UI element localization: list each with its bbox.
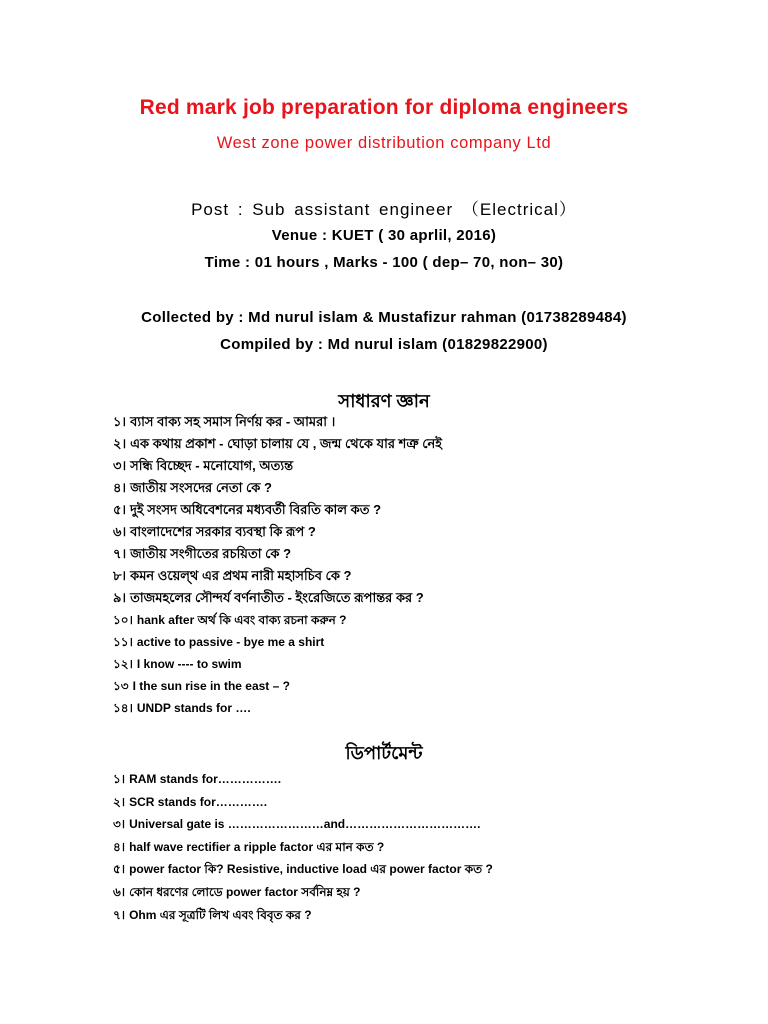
question-item: ৫। power factor কি? Resistive, inductive load এর power factor কত ? (113, 862, 493, 877)
question-item: ৮। কমন ওয়েল্থ এর প্রথম নারী মহাসচিব কে ? (113, 568, 352, 583)
question-item: ৫। দুই সংসদ অধিবেশনের মধ্যবর্তী বিরতি কাল কত ? (113, 502, 382, 517)
question-item: ১। RAM stands for……………. (113, 772, 282, 786)
question-item: ৪। half wave rectifier a ripple factor এর মান কত ? (113, 839, 385, 854)
document-title: Red mark job preparation for diploma engineers (139, 96, 629, 119)
department-heading: ডিপার্টমেন্ট (345, 743, 423, 763)
question-item: ১৩ I the sun rise in the east – ? (113, 679, 290, 693)
question-item: ১৪। UNDP stands for …. (113, 701, 251, 715)
company-name: West zone power distribution company Ltd (216, 134, 552, 152)
question-item: ৭। জাতীয় সংগীতের রচয়িতা কে ? (113, 546, 292, 561)
venue-line: Venue : KUET ( 30 aprlil, 2016) (271, 227, 497, 244)
question-item: ৩। সন্ধি বিচ্ছেদ - মনোযোগ, অত্যন্ত (113, 458, 294, 473)
question-item: ৯। তাজমহলের সৌন্দর্য বর্ণনাতীত - ইংরেজিতে রূপান্তর কর ? (113, 590, 424, 605)
general-knowledge-list (113, 411, 442, 719)
general-knowledge-heading: সাধারণ জ্ঞান (338, 391, 430, 411)
question-item: ১। ব্যাস বাক্য সহ সমাস নির্ণয় কর - আমরা । (113, 414, 336, 429)
question-item: ৭। Ohm এর সূত্রটি লিখ এবং বিবৃত কর ? (113, 907, 312, 922)
question-item: ৬। বাংলাদেশের সরকার ব্যবস্থা কি রূপ ? (113, 524, 316, 539)
question-item: ৬। কোন ধরণের লোডে power factor সর্বনিম্ন হয় ? (113, 884, 361, 899)
question-item: ২। এক কথায় প্রকাশ - ঘোড়া চালায় যে , জন্ম থেকে যার শত্রু নেই (113, 436, 443, 451)
department-list (113, 768, 493, 926)
compiled-by-line: Compiled by : Md nurul islam (01829822900) (220, 336, 548, 353)
collected-by-line: Collected by : Md nurul islam & Mustafizur rahman (01738289484) (141, 309, 627, 326)
post-line: Post : Sub assistant engineer （Electrical） (191, 200, 577, 219)
question-item: ২। SCR stands for…………. (113, 794, 268, 809)
question-item: ৪। জাতীয় সংসদের নেতা কে ? (113, 480, 272, 495)
question-item: ৩। Universal gate is ……………………and……………………………. (113, 817, 481, 832)
time-marks-line: Time : 01 hours , Marks - 100 ( dep– 70, non– 30) (204, 254, 564, 271)
question-item: ১০। hank after অর্থ কি এবং বাক্য রচনা করুন ? (113, 613, 347, 627)
question-item: ১২। I know ---- to swim (113, 657, 242, 671)
question-item: ১১। active to passive - bye me a shirt (113, 635, 325, 649)
